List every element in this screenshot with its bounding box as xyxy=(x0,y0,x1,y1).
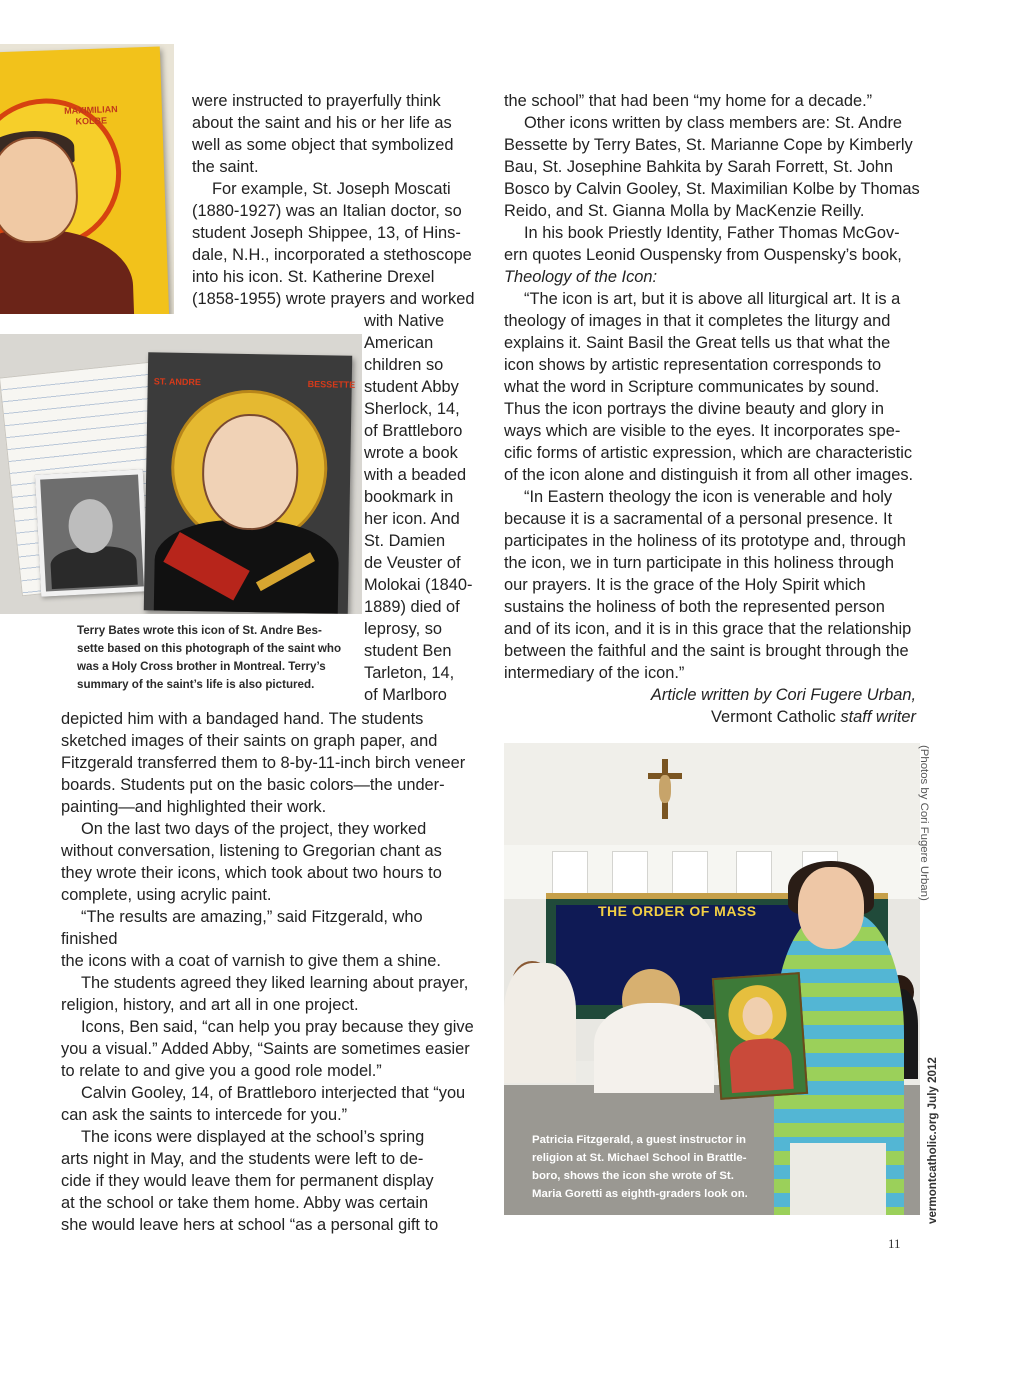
kolbe-icon-photo xyxy=(0,44,174,314)
paragraph: (1880-1927) was an Italian doctor, so student Joseph Shippee, 13, of Hins- dale, N.H., incorporated a stethoscope into his icon. St. Katherine Drexel (1858-1955) wrote prayers and worked xyxy=(192,202,475,308)
paragraph: The icons were displayed at the school’s spring arts night in May, and the students were left to de- cide if they would leave them for permanent display at the school or take them home. Abby was certain she would leave hers at school “as a personal gift to xyxy=(61,1128,439,1234)
classroom-caption: Patricia Fitzgerald, a guest instructor in religion at St. Michael School in Brattle- boro, shows the icon she wrote of St. Maria Goretti as eighth-graders look on. xyxy=(532,1134,748,1200)
paragraph: On the last two days of the project, they worked without conversation, listening to Gregorian chant as they wrote their icons, which took about two hours to complete, using acrylic paint. xyxy=(61,820,442,904)
bessette-caption: Terry Bates wrote this icon of St. Andre Bes- sette based on this photograph of the saint who was a Holy Cross brother in Montreal. Terry’s summary of the saint’s life is also pictured. xyxy=(77,624,342,691)
narrow-column: with Native American children so student Abby Sherlock, 14, of Brattleboro wrote a book with a beaded bookmark in her icon. And St. Damien de Veuster of Molokai (1840- 1889) died of leprosy, so student Ben Tarleton, 14, of Marlboro xyxy=(364,312,473,704)
paragraph: Calvin Gooley, 14, of Brattleboro interjected that “you can ask the saints to intercede for you.” xyxy=(61,1084,466,1124)
bessette-icon-photo xyxy=(0,334,362,614)
paragraph: The students agreed they liked learning about prayer, religion, history, and art all in one project. xyxy=(61,974,469,1014)
paragraph: “The icon is art, but it is above all liturgical art. It is a theology of images in that it completes the liturgy and explains it. Saint Basil the Great tells us that what the icon shows by artistic representation corresponds to what the word in Scripture communicates by sound. Thus the icon portrays the divine beauty and glory in ways which are visible to the eyes. It incorporates spe- cific forms of artistic expression, which are characteristic of the icon alone and distinguish it from all other images. xyxy=(504,290,914,484)
bessette-icon-label-right: BESSETTE xyxy=(307,379,356,390)
paragraph: the school” that had been “my home for a decade.” xyxy=(504,92,873,110)
right-column xyxy=(504,90,920,728)
paragraph: “The results are amazing,” said Fitzgerald, who finished the icons with a coat of varnish to give them a shine. xyxy=(61,908,441,970)
paragraph: Other icons written by class members are: St. Andre Bessette by Terry Bates, St. Marianne Cope by Kimberly Bau, St. Josephine Bahkita by Sarah Forrett, St. John Bosco by Calvin Gooley, St. Maximilian Kolbe by Thomas Reido, and St. Gianna Molla by MacKenzie Reilly. xyxy=(504,114,920,220)
paragraph: depicted him with a bandaged hand. The students sketched images of their saints on graph paper, and Fitzgerald transferred them to 8-by-11-inch birch veneer boards. Students put on the basic colors—the under- painting—and highlighted their work. xyxy=(61,710,466,816)
byline: Article written by Cori Fugere Urban, Vermont Catholic staff writer xyxy=(650,686,916,726)
paragraph: For example, St. Joseph Moscati xyxy=(212,180,451,198)
photo-credit: (Photos by Cori Fugere Urban) xyxy=(918,745,930,901)
paragraph: “In Eastern theology the icon is venerable and holy because it is a sacramental of a personal presence. It participates in the holiness of its prototype and, through the icon, we in turn participate in this holiness through our prayers. It is the grace of the Holy Spirit which sustains the holiness of both the represented person and of its icon, and it is in this grace that the relationship between the faithful and the saint is brought through the intermediary of the icon.” xyxy=(504,488,912,682)
order-of-mass-board-title: THE ORDER OF MASS xyxy=(598,903,757,919)
page-number: 11 xyxy=(888,1236,901,1251)
bessette-icon-label-left: ST. ANDRE xyxy=(153,376,202,388)
left-column-bottom xyxy=(61,708,481,1236)
paragraph: Icons, Ben said, “can help you pray because they give you a visual.” Added Abby, “Saints are sometimes easier to relate to and give you a good role model.” xyxy=(61,1018,474,1080)
paragraph: In his book Priestly Identity, Father Thomas McGov- ern quotes Leonid Ouspensky from Ouspensky’s book, Theology of the Icon: xyxy=(504,224,902,286)
paragraph: were instructed to prayerfully think about the saint and his or her life as well as some object that symbolized the saint. xyxy=(192,92,454,176)
goretti-icon xyxy=(712,972,808,1100)
classroom-photo xyxy=(504,743,920,1215)
bw-portrait xyxy=(35,469,149,596)
left-column-top xyxy=(192,90,482,310)
kolbe-icon-label: MAXIMILIAN KOLBE xyxy=(64,104,118,127)
site-footer: vermontcatholic.org July 2012 xyxy=(926,1057,939,1224)
